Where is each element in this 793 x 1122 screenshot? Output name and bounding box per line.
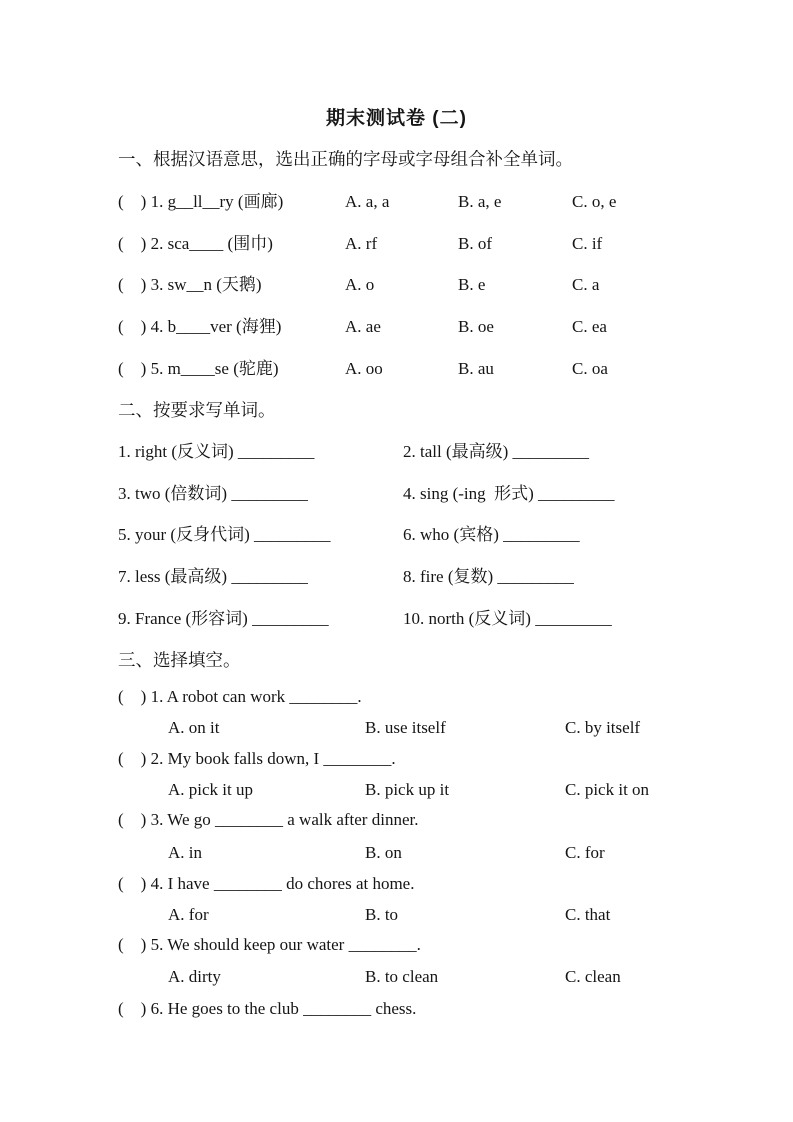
question-stem: ( ) 1. g__ll__ry (画廊) xyxy=(118,192,284,211)
option-c: C. a xyxy=(572,275,600,294)
question-row xyxy=(118,234,773,254)
word-item-right: 4. sing (-ing 形式) _________ xyxy=(403,484,615,503)
option-c: C. for xyxy=(565,843,605,862)
word-item-right: 6. who (宾格) _________ xyxy=(403,525,580,544)
word-row xyxy=(118,525,773,545)
question-stem: ( ) 6. He goes to the club ________ chess. xyxy=(118,999,417,1018)
question-row xyxy=(118,192,773,212)
option-c: C. that xyxy=(565,905,611,924)
option-row xyxy=(118,718,773,738)
option-c: C. if xyxy=(572,234,603,253)
word-row xyxy=(118,609,773,629)
option-b: B. to xyxy=(365,905,399,924)
option-b: B. to clean xyxy=(365,967,439,986)
option-b: B. pick up it xyxy=(365,780,450,799)
option-c: C. clean xyxy=(565,967,621,986)
word-row xyxy=(118,567,773,587)
exam-title: 期末测试卷 (二) xyxy=(326,108,467,129)
word-item-left: 1. right (反义词) _________ xyxy=(118,442,315,461)
option-a: A. in xyxy=(168,843,202,862)
question-row xyxy=(118,275,773,295)
section-one-heading: 一、根据汉语意思，选出正确的字母或字母组合补全单词。 xyxy=(118,149,573,169)
section-three-heading: 三、选择填空。 xyxy=(118,650,241,670)
option-a: A. dirty xyxy=(168,967,221,986)
option-b: B. au xyxy=(458,359,494,378)
option-b: B. use itself xyxy=(365,718,446,737)
question-row xyxy=(118,317,773,337)
option-c: C. by itself xyxy=(565,718,641,737)
question-stem: ( ) 4. I have ________ do chores at home. xyxy=(118,874,415,893)
section-two-heading: 二、按要求写单词。 xyxy=(118,400,276,420)
word-item-left: 5. your (反身代词) _________ xyxy=(118,525,331,544)
option-a: A. ae xyxy=(345,317,381,336)
option-row xyxy=(118,905,773,925)
word-row xyxy=(118,442,773,462)
question-stem: ( ) 3. We go ________ a walk after dinner. xyxy=(118,810,419,829)
question-stem: ( ) 4. b____ver (海狸) xyxy=(118,317,282,336)
question-stem: ( ) 1. A robot can work ________. xyxy=(118,687,362,706)
word-item-left: 9. France (形容词) _________ xyxy=(118,609,329,628)
word-row xyxy=(118,484,773,504)
question-stem: ( ) 2. sca____ (围巾) xyxy=(118,234,273,253)
option-a: A. on it xyxy=(168,718,220,737)
option-b: B. a, e xyxy=(458,192,502,211)
question-stem: ( ) 5. We should keep our water ________. xyxy=(118,935,421,954)
option-a: A. pick it up xyxy=(168,780,253,799)
word-item-right: 8. fire (复数) _________ xyxy=(403,567,574,586)
option-b: B. e xyxy=(458,275,486,294)
option-c: C. oa xyxy=(572,359,608,378)
option-b: B. of xyxy=(458,234,492,253)
option-row xyxy=(118,967,773,987)
option-a: A. a, a xyxy=(345,192,390,211)
option-a: A. rf xyxy=(345,234,378,253)
option-row xyxy=(118,843,773,863)
option-c: C. o, e xyxy=(572,192,617,211)
option-c: C. pick it on xyxy=(565,780,650,799)
option-b: B. oe xyxy=(458,317,494,336)
word-item-right: 2. tall (最高级) _________ xyxy=(403,442,590,461)
word-item-right: 10. north (反义词) _________ xyxy=(403,609,612,628)
question-stem: ( ) 5. m____se (驼鹿) xyxy=(118,359,279,378)
word-item-left: 3. two (倍数词) _________ xyxy=(118,484,308,503)
question-row xyxy=(118,359,773,379)
option-a: A. o xyxy=(345,275,375,294)
question-stem: ( ) 2. My book falls down, I ________. xyxy=(118,749,396,768)
option-row xyxy=(118,780,773,800)
option-c: C. ea xyxy=(572,317,607,336)
option-a: A. oo xyxy=(345,359,383,378)
word-item-left: 7. less (最高级) _________ xyxy=(118,567,308,586)
option-a: A. for xyxy=(168,905,209,924)
option-b: B. on xyxy=(365,843,402,862)
question-stem: ( ) 3. sw__n (天鹅) xyxy=(118,275,262,294)
